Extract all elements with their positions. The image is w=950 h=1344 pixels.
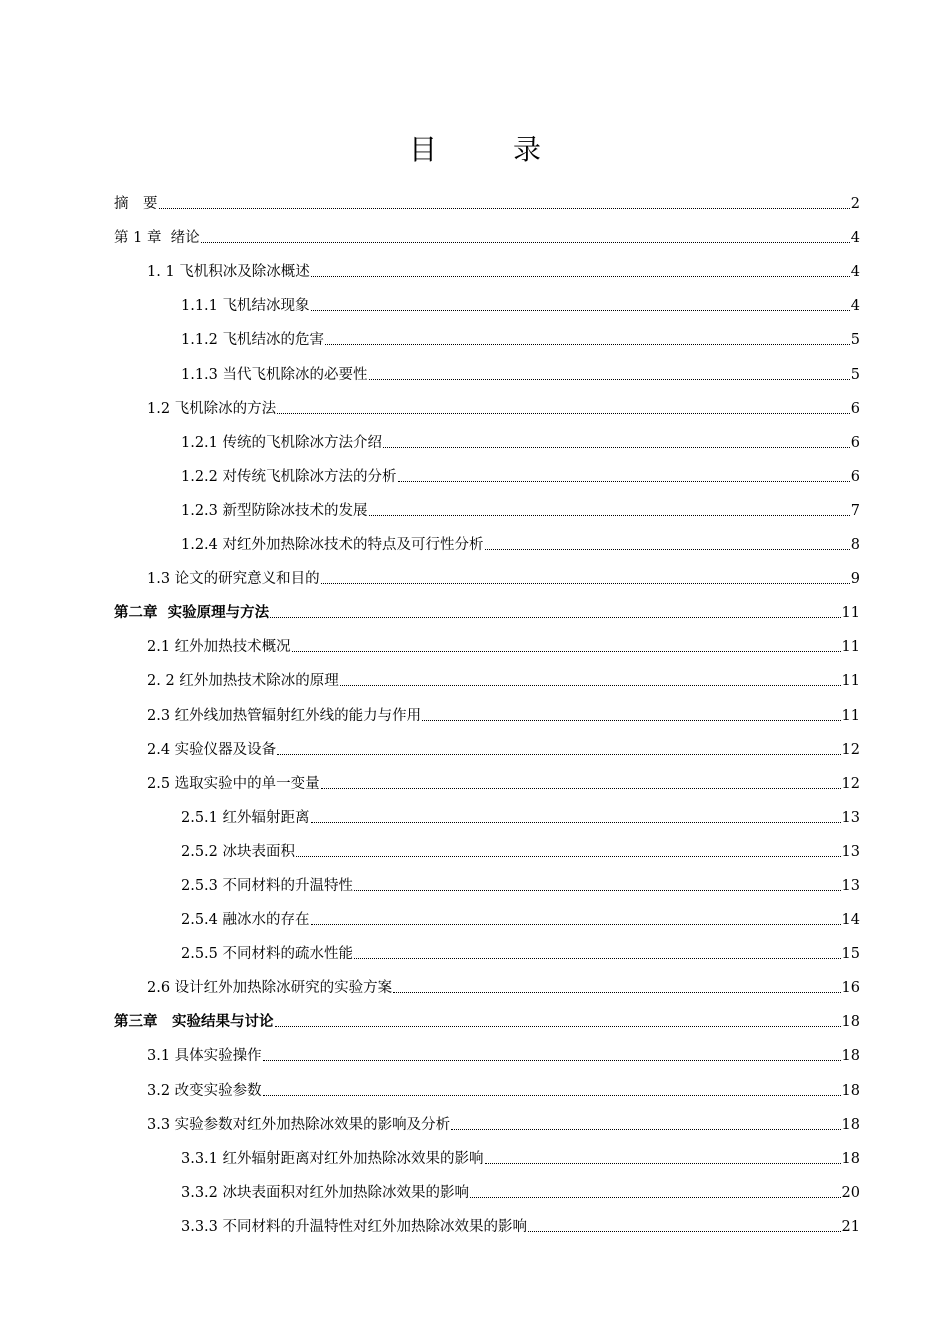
toc-entry-label: 1.2.4 对红外加热除冰技术的特点及可行性分析 [181,537,484,554]
toc-entry[interactable] [114,594,860,628]
toc-entry[interactable] [114,969,860,1003]
toc-entry-label: 2.4 实验仪器及设备 [147,741,277,758]
toc-entry[interactable] [114,628,860,662]
toc-entry[interactable] [114,355,860,389]
toc-entry-page-number: 15 [841,946,860,963]
toc-entry-label: 2.5.2 冰块表面积 [181,843,296,860]
toc-entry[interactable] [114,731,860,765]
toc-entry-page-number: 4 [850,298,860,315]
toc-dot-leader [311,275,850,277]
toc-entry-page-number: 6 [850,400,860,417]
toc-dot-leader [263,1059,841,1061]
toc-entry-label: 1.2.1 传统的飞机除冰方法介绍 [181,434,383,451]
toc-entry-label: 摘 要 [114,196,158,213]
toc-list [114,185,860,1242]
toc-entry[interactable] [114,1037,860,1071]
toc-dot-leader [383,446,850,448]
toc-entry-page-number: 5 [850,332,860,349]
toc-entry-page-number: 8 [850,537,860,554]
toc-entry[interactable] [114,219,860,253]
toc-entry-page-number: 21 [841,1218,860,1235]
toc-entry-page-number: 7 [850,502,860,519]
toc-dot-leader [470,1196,841,1198]
toc-entry-label: 2.5.1 红外辐射距离 [181,809,310,826]
toc-dot-leader [369,514,850,516]
toc-entry[interactable] [114,1208,860,1242]
toc-dot-leader [485,1162,841,1164]
toc-entry-page-number: 18 [841,1048,860,1065]
toc-entry-page-number: 16 [841,980,860,997]
toc-entry[interactable] [114,1140,860,1174]
toc-entry[interactable] [114,560,860,594]
toc-entry-page-number: 6 [850,434,860,451]
toc-entry[interactable] [114,799,860,833]
toc-entry[interactable] [114,526,860,560]
toc-entry-page-number: 18 [841,1014,860,1031]
toc-entry-page-number: 5 [850,366,860,383]
toc-entry[interactable] [114,1003,860,1037]
toc-dot-leader [311,821,841,823]
toc-entry-label: 第三章 实验结果与讨论 [114,1013,274,1031]
toc-entry-label: 第 1 章 绪论 [114,230,200,247]
toc-entry[interactable] [114,390,860,424]
toc-entry-page-number: 18 [841,1116,860,1133]
toc-dot-leader [270,616,840,618]
toc-dot-leader [528,1230,841,1232]
toc-entry-label: 3.3.1 红外辐射距离对红外加热除冰效果的影响 [181,1150,484,1167]
toc-entry-page-number: 12 [841,741,860,758]
toc-dot-leader [321,582,850,584]
toc-entry-label: 3.3.2 冰块表面积对红外加热除冰效果的影响 [181,1184,470,1201]
toc-entry-label: 1.2.2 对传统飞机除冰方法的分析 [181,468,397,485]
toc-dot-leader [321,787,841,789]
toc-entry-label: 3.3 实验参数对红外加热除冰效果的影响及分析 [147,1116,451,1133]
toc-dot-leader [340,684,841,686]
toc-entry-label: 1.2 飞机除冰的方法 [147,400,277,417]
toc-entry[interactable] [114,662,860,696]
toc-dot-leader [311,309,850,311]
toc-entry-label: 2.5.3 不同材料的升温特性 [181,877,354,894]
toc-dot-leader [451,1128,840,1130]
toc-entry[interactable] [114,867,860,901]
toc-entry[interactable] [114,492,860,526]
toc-dot-leader [277,412,850,414]
toc-entry-page-number: 6 [850,468,860,485]
toc-dot-leader [263,1094,841,1096]
toc-entry-page-number: 4 [850,230,860,247]
toc-dot-leader [292,650,841,652]
toc-dot-leader [277,753,840,755]
toc-entry-page-number: 18 [841,1082,860,1099]
toc-entry[interactable] [114,1071,860,1105]
toc-entry-label: 2.6 设计红外加热除冰研究的实验方案 [147,980,393,997]
toc-entry[interactable] [114,935,860,969]
toc-entry-label: 1.3 论文的研究意义和目的 [147,571,320,588]
toc-entry-label: 2.5 选取实验中的单一变量 [147,775,320,792]
toc-entry-page-number: 11 [841,707,860,724]
toc-entry-page-number: 18 [841,1150,860,1167]
toc-entry[interactable] [114,253,860,287]
toc-entry[interactable] [114,1174,860,1208]
toc-entry-page-number: 20 [841,1184,860,1201]
toc-entry-label: 1.1.1 飞机结冰现象 [181,298,310,315]
toc-dot-leader [354,957,841,959]
toc-entry[interactable] [114,833,860,867]
toc-entry[interactable] [114,287,860,321]
toc-dot-leader [354,889,841,891]
toc-entry[interactable] [114,424,860,458]
toc-entry-page-number: 11 [841,639,860,656]
toc-entry-label: 1. 1 飞机积冰及除冰概述 [147,264,310,281]
toc-entry-page-number: 12 [841,775,860,792]
toc-dot-leader [393,991,840,993]
toc-entry[interactable] [114,321,860,355]
toc-dot-leader [201,241,850,243]
toc-title: 目 录 [408,133,565,166]
toc-entry-label: 1.1.3 当代飞机除冰的必要性 [181,366,368,383]
toc-entry-page-number: 13 [841,809,860,826]
toc-entry-label: 3.2 改变实验参数 [147,1082,262,1099]
toc-entry-page-number: 13 [841,843,860,860]
toc-entry-label: 2.1 红外加热技术概况 [147,639,291,656]
toc-entry-page-number: 11 [841,605,860,622]
toc-entry-page-number: 11 [841,673,860,690]
toc-entry-page-number: 9 [850,571,860,588]
toc-entry-page-number: 14 [841,912,860,929]
toc-dot-leader [398,480,850,482]
toc-entry[interactable] [114,901,860,935]
toc-entry[interactable] [114,185,860,219]
toc-entry-label: 2. 2 红外加热技术除冰的原理 [147,673,339,690]
toc-dot-leader [485,548,850,550]
toc-dot-leader [325,343,850,345]
toc-dot-leader [422,719,840,721]
toc-entry-page-number: 2 [850,196,860,213]
toc-entry[interactable] [114,765,860,799]
toc-dot-leader [159,207,850,209]
toc-entry-label: 1.1.2 飞机结冰的危害 [181,332,325,349]
toc-entry-label: 1.2.3 新型防除冰技术的发展 [181,502,368,519]
toc-entry-label: 2.5.4 融冰水的存在 [181,912,310,929]
toc-dot-leader [311,923,841,925]
toc-entry[interactable] [114,1106,860,1140]
toc-entry[interactable] [114,458,860,492]
toc-entry-page-number: 13 [841,877,860,894]
toc-dot-leader [296,855,841,857]
toc-entry[interactable] [114,696,860,730]
toc-entry-label: 2.5.5 不同材料的疏水性能 [181,946,354,963]
toc-dot-leader [275,1025,841,1027]
toc-dot-leader [369,378,850,380]
toc-entry-label: 2.3 红外线加热管辐射红外线的能力与作用 [147,707,422,724]
toc-entry-label: 3.1 具体实验操作 [147,1048,262,1065]
toc-entry-label: 3.3.3 不同材料的升温特性对红外加热除冰效果的影响 [181,1218,528,1235]
toc-entry-label: 第二章 实验原理与方法 [114,604,270,622]
toc-entry-page-number: 4 [850,264,860,281]
